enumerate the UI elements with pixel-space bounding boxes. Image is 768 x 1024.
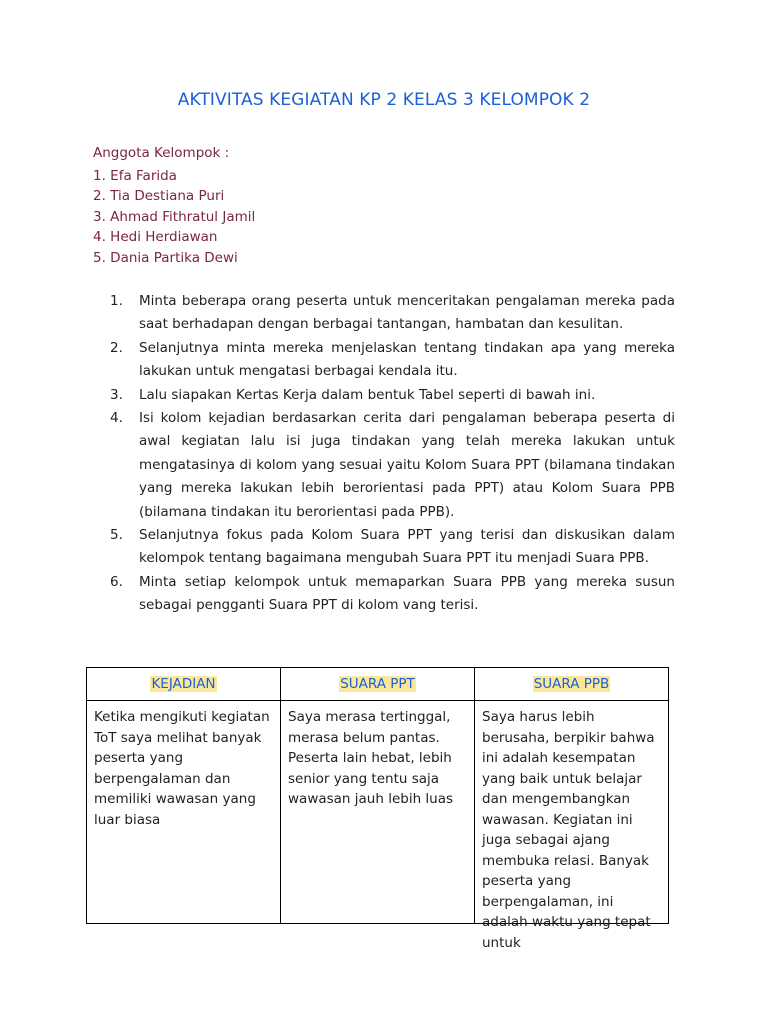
step-item (110, 571, 675, 618)
header-label: KEJADIAN (151, 676, 216, 692)
member-list (93, 143, 255, 269)
cell-text: Saya merasa tertinggal, merasa belum pantas. Peserta lain hebat, lebih senior yang tentu saja wawasan jauh lebih luas (288, 709, 454, 807)
step-item (110, 524, 675, 571)
cell-suara-ppt (281, 701, 475, 924)
page-title: AKTIVITAS KEGIATAN KP 2 KELAS 3 KELOMPOK 2 (177, 90, 591, 110)
cell-text: Saya harus lebih berusaha, berpikir bahwa ini adalah kesempatan yang baik untuk belajar dan mengembangkan wawasan. Kegiatan ini juga sebagai ajang membuka relasi. Banyak peserta yang berpengalaman, ini adalah waktu yang tepat untuk (482, 709, 655, 951)
cell-kejadian (87, 701, 281, 924)
step-text: Minta beberapa orang peserta untuk menceritakan pengalaman mereka pada saat berhadapan dengan berbagai tantangan, hambatan dan kesulitan. (139, 293, 675, 333)
step-number: 3. (110, 386, 123, 403)
step-list (110, 290, 675, 618)
member-item: 2. Tia Destiana Puri (93, 188, 225, 205)
step-text: Lalu siapakan Kertas Kerja dalam bentuk Tabel seperti di bawah ini. (139, 386, 596, 403)
step-text: Minta setiap kelompok untuk memaparkan Suara PPB yang mereka susun sebagai pengganti Suara PPT di kolom vang terisi. (139, 573, 675, 614)
member-list-heading: Anggota Kelompok : (93, 145, 230, 161)
table-header-row (87, 668, 669, 701)
cell-suara-ppb (475, 701, 669, 951)
header-label: SUARA PPT (340, 676, 415, 692)
header-label: SUARA PPB (533, 676, 610, 692)
step-number: 1. (110, 293, 123, 309)
step-item (110, 290, 675, 337)
worksheet-table (86, 667, 669, 951)
step-number: 2. (110, 339, 123, 356)
cell-text: Ketika mengikuti kegiatan ToT saya melihat banyak peserta yang berpengalaman dan memiliki wawasan yang luar biasa (94, 709, 270, 828)
member-item: 1. Efa Farida (93, 167, 177, 184)
step-number: 5. (110, 527, 123, 544)
step-number: 6. (110, 573, 123, 590)
step-number: 4. (110, 410, 123, 427)
header-kejadian (87, 668, 281, 701)
step-item (110, 337, 675, 384)
member-item: 4. Hedi Herdiawan (93, 229, 218, 246)
step-text: Isi kolom kejadian berdasarkan cerita dari pengalaman beberapa peserta di awal kegiatan lalu isi juga tindakan yang telah mereka lakukan untuk mengatasinya di kolom yang sesuai yaitu Kolom Suara PPT (bilamana tindakan yang mereka lakukan lebih berorientasi pada PPT) atau Kolom Suara PPB (bilamana tindakan itu berorientasi pada PPB). (139, 410, 675, 520)
member-item: 3. Ahmad Fithratul Jamil (93, 208, 256, 225)
header-suara-ppt (281, 668, 475, 701)
step-text: Selanjutnya fokus pada Kolom Suara PPT yang terisi dan diskusikan dalam kelompok tentang bagaimana mengubah Suara PPT itu menjadi Suara PPB. (139, 527, 675, 567)
header-suara-ppb (475, 668, 669, 701)
step-text: Selanjutnya minta mereka menjelaskan tentang tindakan apa yang mereka lakukan untuk mengatasi berbagai kendala itu. (139, 339, 675, 380)
step-item (110, 407, 675, 524)
step-item (110, 384, 675, 407)
member-item: 5. Dania Partika Dewi (93, 249, 238, 266)
table-row (87, 701, 669, 924)
